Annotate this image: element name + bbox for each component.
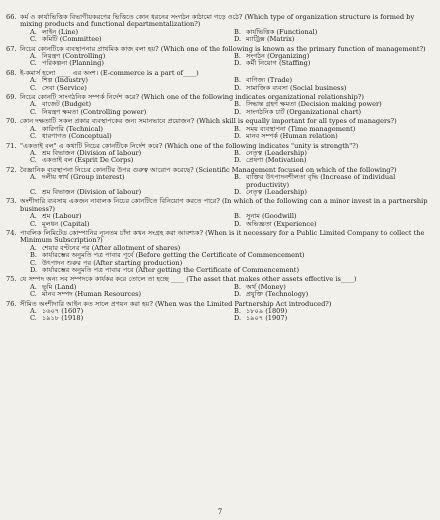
answer-option	[234, 221, 432, 228]
option-letter: C.	[30, 156, 37, 165]
option-letter: A.	[30, 27, 37, 36]
question-number: 66.	[6, 13, 17, 21]
option-text: শিল্প (Industry)	[42, 76, 88, 85]
option-letter: A.	[30, 212, 37, 221]
question-number: 67.	[6, 44, 17, 53]
option-text: ধারণাগত (Conceptual)	[42, 132, 112, 141]
option-text: ১৮০৯ (1809)	[246, 307, 288, 316]
option-letter: C.	[30, 35, 37, 44]
option-text: ১৯১৮ (1918)	[42, 314, 84, 323]
question-number: 72.	[6, 165, 17, 174]
option-text: সেবা (Service)	[42, 83, 87, 92]
option-letter: C.	[30, 258, 37, 267]
option-text: কার্যভিত্তিক (Functional)	[246, 27, 318, 36]
option-text: নিয়ন্ত্রণ ক্ষমতা (Controlling power)	[42, 107, 147, 116]
options-list	[6, 308, 432, 323]
question-text: পাবলিক লিমিটেড কোম্পানির ন্যূনতম চাঁদা কখন সংগ্রহ করা আবশ্যক? (When is it necessary for a Public Limited Company to collect the Minimum Subscription?)	[20, 228, 425, 245]
answer-option	[30, 189, 228, 196]
question-block	[6, 276, 432, 298]
option-text: অভিজ্ঞতা (Experience)	[246, 219, 317, 228]
answer-option	[30, 291, 228, 298]
question-block	[6, 70, 432, 92]
option-text: অর্থ (Money)	[246, 282, 286, 291]
option-letter: C.	[30, 107, 37, 116]
option-text: সময় ব্যবস্থাপনা (Time management)	[246, 124, 356, 133]
answer-option	[30, 315, 228, 322]
option-text: শ্রম বিভাজন (Division of labour)	[42, 148, 142, 157]
answer-option	[234, 85, 432, 92]
question-text: ই-কমার্স হলো ____ এর অংশ। (E-commerce is a part of____)	[20, 68, 199, 77]
options-list	[6, 284, 432, 299]
option-text: শ্রম বিভাজন (Division of labour)	[42, 187, 142, 196]
option-text: প্রেষণা (Motivation)	[246, 156, 307, 165]
option-letter: B.	[234, 148, 241, 157]
question-text: কর্ম ও কার্যাভিত্তিক বিভাগীয়করণের ভিত্তিতে কোন ধরনের সংগঠন কাঠামো গড়ে ওঠে? (Which type of organization structure is formed by mixing products and functional departmentalization?)	[20, 13, 415, 29]
option-letter: D.	[30, 266, 38, 274]
question-block	[6, 14, 432, 44]
option-text: কার্যারম্ভের অনুমতি পত্র পাবার পরে (After getting the Certificate of Commencement)	[42, 266, 300, 274]
option-letter: D.	[234, 132, 242, 141]
option-letter: A.	[30, 148, 37, 157]
answer-option	[30, 133, 228, 140]
option-letter: B.	[234, 173, 241, 182]
answer-option	[234, 60, 432, 67]
option-text: মানব সম্পর্ক (Human relation)	[246, 132, 338, 141]
option-text: বাজেট (Budget)	[42, 100, 92, 109]
options-list	[6, 213, 432, 228]
question-block	[6, 301, 432, 323]
question-number: 73.	[6, 197, 17, 206]
option-letter: A.	[30, 307, 37, 316]
question-text: বৈজ্ঞানিক ব্যবস্থাপনা নিচের কোনটির উপর গুরুত্ব আরোপ করেছে? (Scientific Management focused on which of the following?)	[20, 165, 397, 174]
option-letter: D.	[234, 59, 242, 68]
option-letter: B.	[234, 76, 241, 85]
option-text: পরিকল্পনা (Planning)	[42, 59, 104, 68]
option-text: নেতৃত্ব (Leadership)	[246, 148, 307, 157]
option-text: লাইন (Line)	[42, 27, 79, 36]
option-letter: A.	[30, 100, 37, 109]
option-letter: A.	[30, 282, 37, 291]
question-block	[6, 46, 432, 68]
option-letter: A.	[30, 76, 37, 85]
option-text: উৎপাদন শুরুর পর (After starting production)	[42, 258, 183, 267]
page-number: 7	[217, 508, 223, 516]
options-list	[6, 101, 432, 116]
answer-option	[30, 109, 228, 116]
answer-option	[30, 85, 228, 92]
question-number: 74.	[6, 228, 17, 237]
options-list	[6, 174, 432, 196]
question-number: 71.	[6, 141, 17, 150]
option-text: শ্রম (Labour)	[42, 212, 82, 221]
option-text: মানব সম্পদ (Human Resources)	[42, 290, 142, 299]
option-letter: C.	[30, 132, 37, 141]
option-letter: D.	[234, 83, 242, 92]
answer-option	[234, 157, 432, 164]
option-letter: D.	[234, 314, 242, 323]
options-list	[6, 53, 432, 68]
question-block	[6, 167, 432, 197]
question-line	[6, 198, 432, 213]
question-text: "একতাই বল" এ কথাটি নিচের কোনটিকে নির্দেশ করে? (Which one of the following indicates "unity is strength"?)	[20, 141, 359, 150]
option-text: ভূমি (Land)	[42, 282, 77, 291]
option-letter: B.	[234, 52, 241, 61]
question-number: 69.	[6, 93, 17, 102]
answer-option	[234, 133, 432, 140]
answer-option	[30, 267, 432, 274]
option-text: শেয়ার বণ্টনের পর (After allotment of shares)	[42, 243, 181, 252]
option-text: কমিটি (Committee)	[42, 35, 102, 44]
option-text: কারিগরি (Technical)	[42, 124, 103, 133]
option-text: নেতৃত্ব (Leadership)	[246, 187, 307, 196]
question-block	[6, 230, 432, 274]
option-letter: C.	[30, 59, 37, 68]
option-letter: C.	[30, 314, 37, 323]
answer-option	[30, 174, 228, 189]
option-text: ম্যাট্রিক্স (Matrix)	[246, 35, 295, 44]
option-text: কর্মী নিয়োগ (Staffing)	[246, 59, 311, 68]
option-text: ব্যক্তির উৎপাদনশীলতা বৃদ্ধি (Increase of individual productivity)	[246, 173, 396, 189]
question-text: নিচের কোনটিকে ব্যবস্থাপনার প্রাথমিক কাজ বলা হয়? (Which one of the following is known as the primary function of management?)	[20, 44, 426, 53]
option-text: সংগঠন (Organizing)	[246, 52, 310, 61]
question-number: 68.	[6, 68, 17, 77]
option-text: সুনাম (Goodwill)	[246, 212, 297, 221]
option-letter: B.	[234, 282, 241, 291]
options-list	[6, 150, 432, 165]
answer-option	[30, 60, 228, 67]
question-line	[6, 14, 432, 29]
option-letter: C.	[30, 187, 37, 196]
question-block	[6, 94, 432, 116]
answer-option	[234, 291, 432, 298]
question-number: 75.	[6, 275, 17, 284]
answer-option	[30, 157, 228, 164]
option-letter: B.	[234, 307, 241, 316]
option-text: ১৯০৭ (1907)	[246, 314, 288, 323]
question-text: অংশীদারি ব্যবসায় একজন নাবালক নিচের কোনটিতে বিনিয়োগ করতে পারে? (In which of the following can a minor invest in a partnership business?)	[20, 197, 428, 213]
option-letter: C.	[30, 219, 37, 228]
option-text: নিয়ন্ত্রণ (Controlling)	[42, 52, 106, 61]
question-block	[6, 143, 432, 165]
options-list	[6, 29, 432, 44]
option-letter: B.	[234, 100, 241, 109]
options-list	[6, 77, 432, 92]
options-list	[6, 126, 432, 141]
option-text: প্রযুক্তি (Technology)	[246, 290, 309, 299]
option-text: বাণিজ্য (Trade)	[246, 76, 293, 85]
question-text: সীমিত অংশীদারি আইন কত সালে প্রণয়ন করা হয়? (When was the Limited Partnership Act introduced?)	[20, 299, 332, 308]
option-text: কার্যারম্ভের অনুমতি পত্র পাবার পূর্বে (Before getting the Certificate of Commencement)	[42, 251, 305, 260]
question-number: 76.	[6, 299, 17, 308]
answer-option	[234, 109, 432, 116]
option-text: সামাজিক ব্যবসা (Social business)	[246, 83, 347, 92]
option-letter: B.	[30, 251, 37, 260]
answer-option	[30, 221, 228, 228]
option-text: দলীয় স্বার্থ (Group interest)	[42, 173, 125, 182]
answer-option	[234, 189, 432, 196]
option-letter: B.	[234, 212, 241, 221]
option-letter: D.	[234, 35, 242, 44]
option-letter: A.	[30, 124, 37, 133]
question-line	[6, 230, 432, 245]
option-text: সাংগঠনিক চার্ট (Organizational chart)	[246, 107, 362, 116]
option-text: মূলধন (Capital)	[42, 219, 90, 228]
option-letter: D.	[234, 187, 242, 196]
option-letter: A.	[30, 173, 37, 182]
question-number: 70.	[6, 117, 17, 126]
option-letter: D.	[234, 219, 242, 228]
option-text: একতাই বল (Esprit De Corps)	[42, 156, 134, 165]
option-text: ১৬০৭ (1607)	[42, 307, 84, 316]
option-letter: D.	[234, 156, 242, 165]
option-letter: D.	[234, 290, 242, 299]
answer-option	[234, 36, 432, 43]
option-letter: D.	[234, 107, 242, 116]
options-list	[6, 245, 432, 275]
option-text: সিদ্ধান্ত গ্রহণ ক্ষমতা (Decision making power)	[246, 100, 382, 109]
option-letter: A.	[30, 52, 37, 61]
question-text: যে সম্পদ অন্য সব সম্পদকে কার্যকর করে তোলে তা হচ্ছে ____ (The asset that makes other assets effective is____)	[20, 275, 357, 284]
question-text: কোন দক্ষতাটি সকল প্রকার ব্যবস্থাপকের জন্য সমানভাবে প্রয়োজন? (Which skill is equally important for all types of managers?)	[20, 117, 397, 126]
question-block	[6, 198, 432, 228]
option-letter: C.	[30, 290, 37, 299]
option-letter: B.	[234, 124, 241, 133]
option-letter: C.	[30, 83, 37, 92]
question-text: নিচের কোনটি সাংগঠনিক সম্পর্ক নির্দেশ করে? (Which one of the following indicates organizational relationship?)	[20, 93, 364, 102]
answer-option	[234, 315, 432, 322]
answer-option	[234, 174, 432, 189]
option-letter: B.	[234, 27, 241, 36]
option-letter: A.	[30, 243, 37, 252]
answer-option	[30, 36, 228, 43]
question-block	[6, 118, 432, 140]
